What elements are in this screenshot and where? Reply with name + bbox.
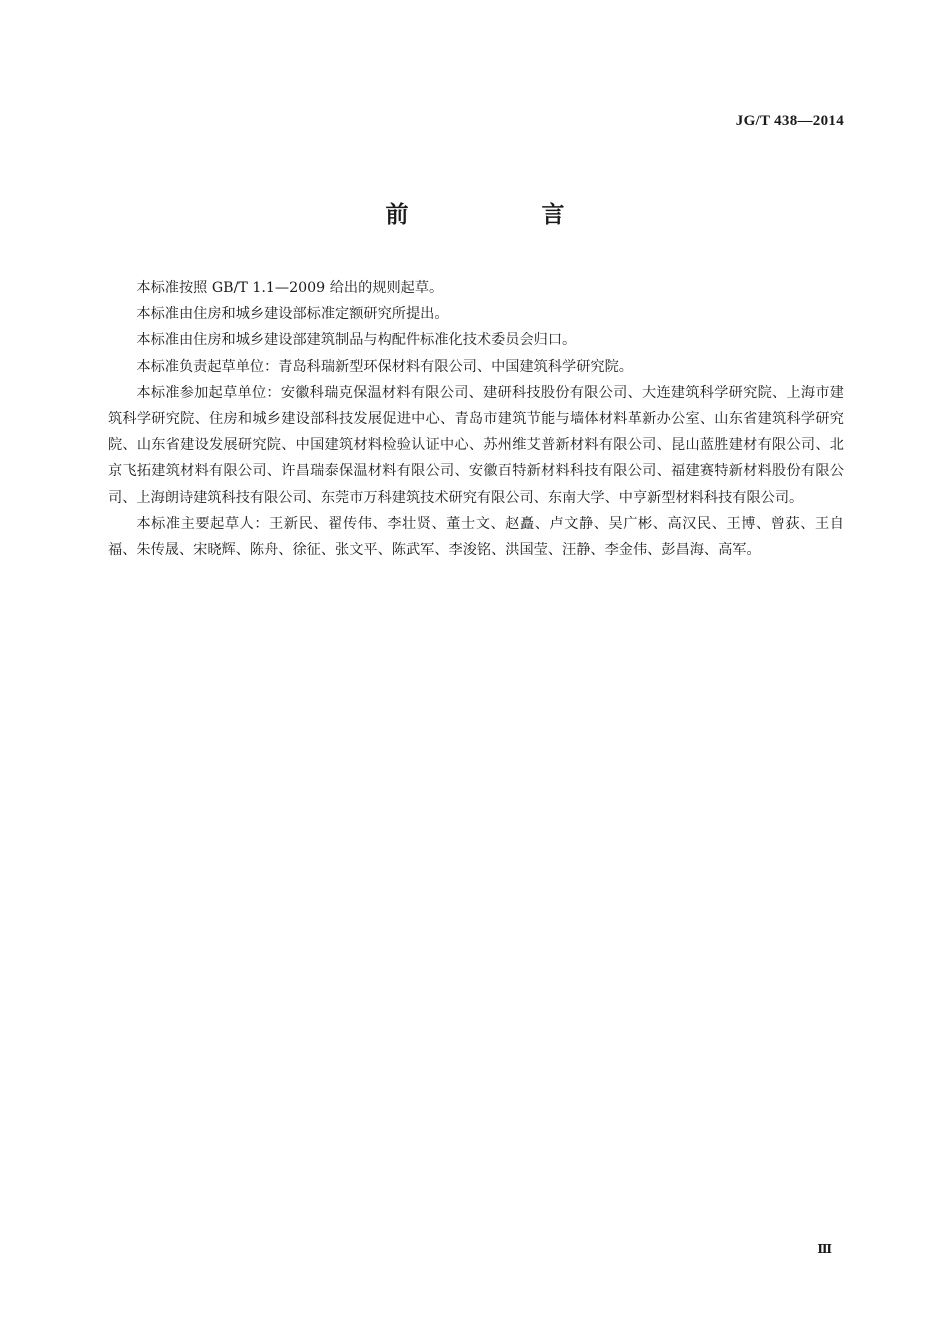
standard-code: JG/T 438—2014 — [735, 113, 844, 129]
paragraph-lead-drafters: 本标准负责起草单位：青岛科瑞新型环保材料有限公司、中国建筑科学研究院。 — [136, 358, 633, 375]
page-title: 前 言 — [385, 202, 620, 228]
paragraph-committee: 本标准由住房和城乡建设部建筑制品与构配件标准化技术委员会归口。 — [136, 332, 577, 349]
page-number: Ⅲ — [817, 1242, 832, 1256]
paragraph-drafting-rules: 本标准按照 GB/T 1.1—2009 给出的规则起草。 — [136, 280, 444, 296]
paragraph-main-drafters: 本标准主要起草人：王新民、翟传伟、李壮贤、董士文、赵矗、卢文静、吴广彬、高汉民、王博、曾荻、王自福、朱传晟、宋晓辉、陈舟、徐征、张文平、陈武军、李浚铭、洪国莹、汪静、李金伟、彭昌海、高军。 — [108, 515, 844, 559]
paragraph-proposer: 本标准由住房和城乡建设部标准定额研究所提出。 — [136, 306, 449, 323]
paragraph-participating-drafters: 本标准参加起草单位：安徽科瑞克保温材料有限公司、建研科技股份有限公司、大连建筑科学研究院、上海市建筑科学研究院、住房和城乡建设部科技发展促进中心、青岛市建筑节能与墙体材料革新办公室、山东省建筑科学研究院、山东省建设发展研究院、中国建筑材料检验认证中心、苏州维艾普新材料有限公司、昆山蓝胜建材有限公司、北京飞拓建筑材料有限公司、许昌瑞泰保温材料有限公司、安徽百特新材料科技有限公司、福建赛特新材料股份有限公司、上海朗诗建筑科技有限公司、东莞市万科建筑技术研究有限公司、东南大学、中亨新型材料科技有限公司。 — [108, 384, 844, 506]
foreword-body — [108, 275, 844, 563]
